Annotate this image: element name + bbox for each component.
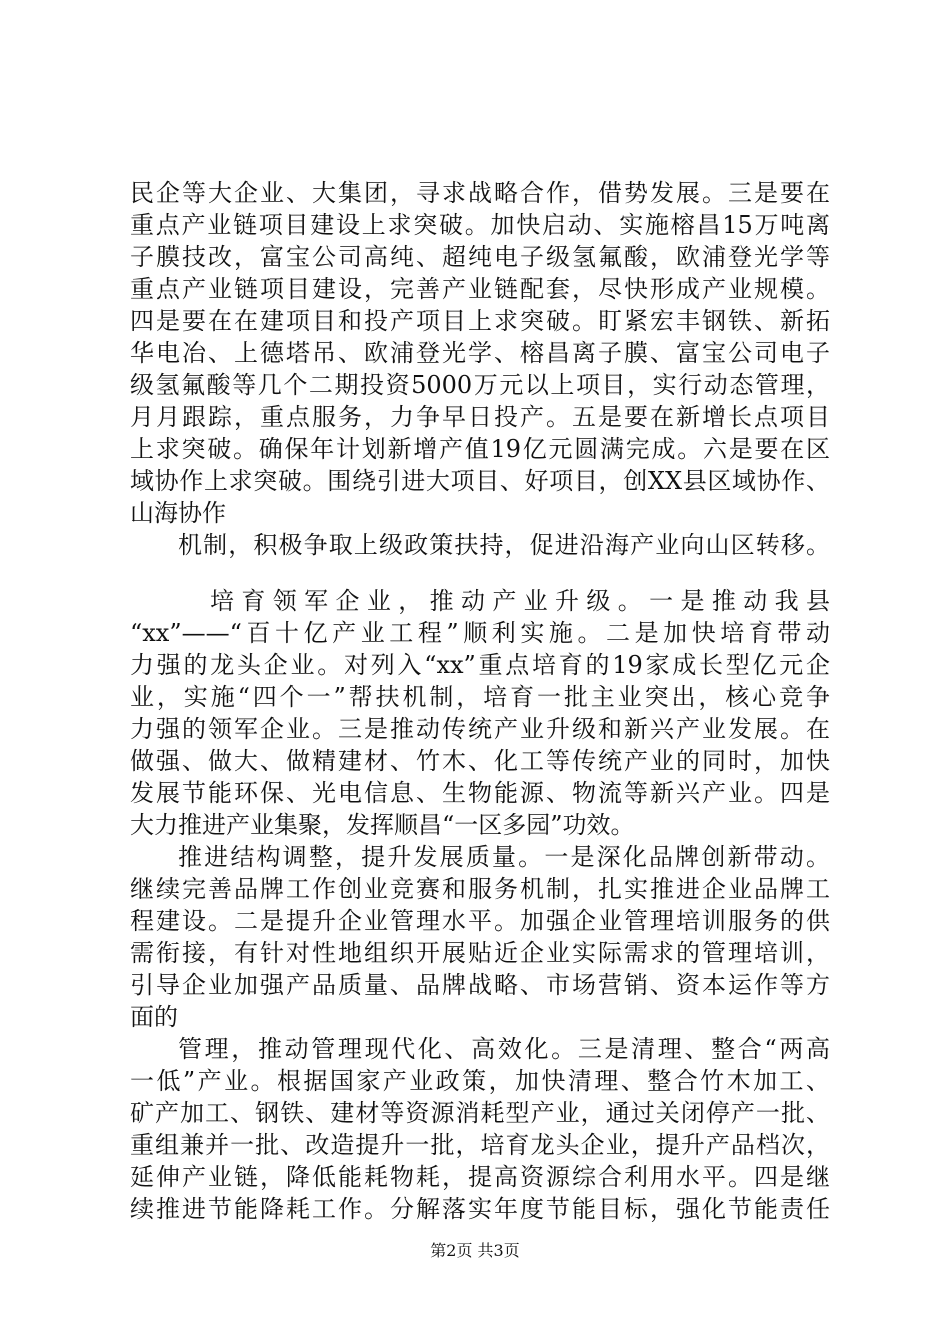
- text-line: 民企等大企业、大集团，寻求战略合作，借势发展。三是要在: [130, 179, 830, 207]
- text-line: 程建设。二是提升企业管理水平。加强企业管理培训服务的供: [130, 907, 830, 935]
- text-line: 重组兼并一批、改造提升一批，培育龙头企业，提升产品档次，: [130, 1131, 830, 1159]
- text-line: 面的: [130, 1003, 178, 1031]
- text-line: 一低”产业。根据国家产业政策，加快清理、整合竹木加工、: [130, 1067, 830, 1095]
- text-line: 四是要在在建项目和投产项目上求突破。盯紧宏丰钢铁、新拓: [130, 307, 830, 335]
- text-line: 级氢氟酸等几个二期投资5000万元以上项目，实行动态管理，: [130, 371, 830, 399]
- text-line: 山海协作: [130, 499, 226, 527]
- text-line: 发展节能环保、光电信息、生物能源、物流等新兴产业。四是: [130, 779, 830, 807]
- text-line: 域协作上求突破。围绕引进大项目、好项目，创XX县区域协作、: [130, 467, 830, 495]
- text-line: “xx”——“百十亿产业工程”顺利实施。二是加快培育带动: [130, 619, 830, 647]
- text-line: 重点产业链项目建设，完善产业链配套，尽快形成产业规模。: [130, 275, 830, 303]
- text-line: 大力推进产业集聚，发挥顺昌“一区多园”功效。: [130, 811, 635, 839]
- text-line: 做强、做大、做精建材、竹木、化工等传统产业的同时，加快: [130, 747, 830, 775]
- text-line: 续推进节能降耗工作。分解落实年度节能目标，强化节能责任: [130, 1195, 830, 1223]
- page-footer: 第2页 共3页: [430, 1241, 520, 1260]
- text-line: 管理，推动管理现代化、高效化。三是清理、整合“两高: [178, 1035, 830, 1063]
- text-line: 延伸产业链，降低能耗物耗，提高资源综合利用水平。四是继: [130, 1163, 830, 1191]
- text-line: 子膜技改，富宝公司高纯、超纯电子级氢氟酸，欧浦登光学等: [130, 243, 830, 271]
- text-line: 需衔接，有针对性地组织开展贴近企业实际需求的管理培训，: [130, 939, 830, 967]
- text-line: 引导企业加强产品质量、品牌战略、市场营销、资本运作等方: [130, 971, 830, 999]
- text-line: 推进结构调整，提升发展质量。一是深化品牌创新带动。: [178, 843, 830, 871]
- text-line: 上求突破。确保年计划新增产值19亿元圆满完成。六是要在区: [130, 435, 830, 463]
- text-line: 培育领军企业，推动产业升级。一是推动我县: [210, 587, 830, 615]
- text-line: 华电冶、上德塔吊、欧浦登光学、榕昌离子膜、富宝公司电子: [130, 339, 830, 367]
- text-line: 月月跟踪，重点服务，力争早日投产。五是要在新增长点项目: [130, 403, 830, 431]
- text-line: 力强的领军企业。三是推动传统产业升级和新兴产业发展。在: [130, 715, 830, 743]
- text-line: 继续完善品牌工作创业竞赛和服务机制，扎实推进企业品牌工: [130, 875, 830, 903]
- text-line: 重点产业链项目建设上求突破。加快启动、实施榕昌15万吨离: [130, 211, 830, 239]
- text-line: 力强的龙头企业。对列入“xx”重点培育的19家成长型亿元企: [130, 651, 830, 679]
- text-line: 业，实施“四个一”帮扶机制，培育一批主业突出，核心竞争: [130, 683, 830, 711]
- text-line: 机制，积极争取上级政策扶持，促进沿海产业向山区转移。: [178, 531, 830, 559]
- text-line: 矿产加工、钢铁、建材等资源消耗型产业，通过关闭停产一批、: [130, 1099, 830, 1127]
